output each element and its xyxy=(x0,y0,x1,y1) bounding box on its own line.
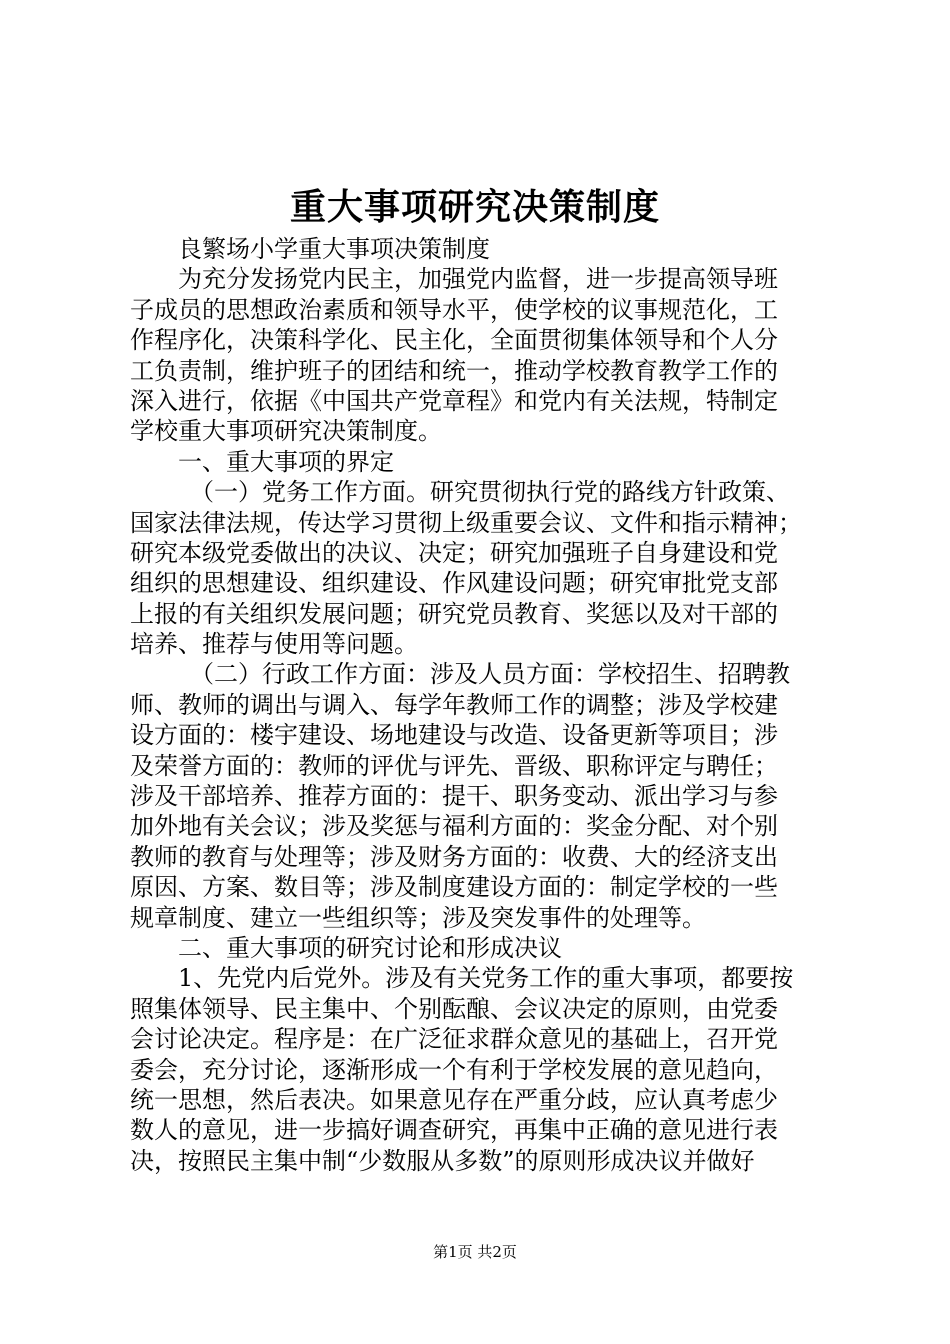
paragraph-line: 统一思想，然后表决。如果意见存在严重分歧，应认真考虑少 xyxy=(130,1085,778,1114)
paragraph-line: （二）行政工作方面：涉及人员方面：学校招生、招聘教 xyxy=(190,660,790,689)
paragraph-line: 子成员的思想政治素质和领导水平，使学校的议事规范化，工 xyxy=(130,295,778,324)
paragraph-line: 上报的有关组织发展问题；研究党员教育、奖惩以及对干部的 xyxy=(130,599,778,628)
section-heading: 一、重大事项的界定 xyxy=(178,447,394,476)
paragraph-line: 学校重大事项研究决策制度。 xyxy=(130,417,442,446)
paragraph-line: 照集体领导、民主集中、个别酝酿、会议决定的原则，由党委 xyxy=(130,994,778,1023)
paragraph-line: 培养、推荐与使用等问题。 xyxy=(130,630,418,659)
subtitle-line: 良繁场小学重大事项决策制度 xyxy=(178,235,490,263)
paragraph-line: 涉及干部培养、推荐方面的：提干、职务变动、派出学习与参 xyxy=(130,782,778,811)
paragraph-line: 研究本级党委做出的决议、决定；研究加强班子自身建设和党 xyxy=(130,538,778,567)
document-title: 重大事项研究决策制度 xyxy=(289,186,660,228)
paragraph-line: 深入进行，依据《中国共产党章程》和党内有关法规，特制定 xyxy=(130,386,778,415)
paragraph-line: 规章制度、建立一些组织等；涉及突发事件的处理等。 xyxy=(130,903,706,932)
paragraph-line: 会讨论决定。程序是：在广泛征求群众意见的基础上，召开党 xyxy=(130,1025,778,1054)
paragraph-line: 数人的意见，进一步搞好调查研究，再集中正确的意见进行表 xyxy=(130,1116,778,1145)
paragraph-line: 决，按照民主集中制“少数服从多数”的原则形成决议并做好 xyxy=(130,1146,755,1175)
paragraph-line: 工负责制，维护班子的团结和统一，推动学校教育教学工作的 xyxy=(130,356,778,385)
paragraph-line: 原因、方案、数目等；涉及制度建设方面的：制定学校的一些 xyxy=(130,873,778,902)
paragraph-line: 设方面的：楼宇建设、场地建设与改造、设备更新等项目；涉 xyxy=(130,721,778,750)
paragraph-line: 国家法律法规，传达学习贯彻上级重要会议、文件和指示精神； xyxy=(130,508,802,537)
paragraph-line: 1、先党内后党外。涉及有关党务工作的重大事项，都要按 xyxy=(178,964,794,993)
paragraph-line: 及荣誉方面的：教师的评优与评先、晋级、职称评定与聘任； xyxy=(130,751,778,780)
paragraph-line: 委会，充分讨论，逐渐形成一个有利于学校发展的意见趋向， xyxy=(130,1055,778,1084)
section-heading: 二、重大事项的研究讨论和形成决议 xyxy=(178,933,562,962)
document-body xyxy=(130,234,830,1176)
paragraph-line: 教师的教育与处理等；涉及财务方面的：收费、大的经济支出 xyxy=(130,842,778,871)
paragraph-line: 为充分发扬党内民主，加强党内监督，进一步提高领导班 xyxy=(178,265,778,294)
paragraph-line: （一）党务工作方面。研究贯彻执行党的路线方针政策、 xyxy=(190,478,790,507)
paragraph-line: 组织的思想建设、组织建设、作风建设问题；研究审批党支部 xyxy=(130,569,778,598)
page-footer: 第1页 共2页 xyxy=(433,1243,517,1261)
paragraph-line: 师、教师的调出与调入、每学年教师工作的调整；涉及学校建 xyxy=(130,690,778,719)
paragraph-line: 作程序化，决策科学化、民主化，全面贯彻集体领导和个人分 xyxy=(130,326,778,355)
paragraph-line: 加外地有关会议；涉及奖惩与福利方面的：奖金分配、对个别 xyxy=(130,812,778,841)
